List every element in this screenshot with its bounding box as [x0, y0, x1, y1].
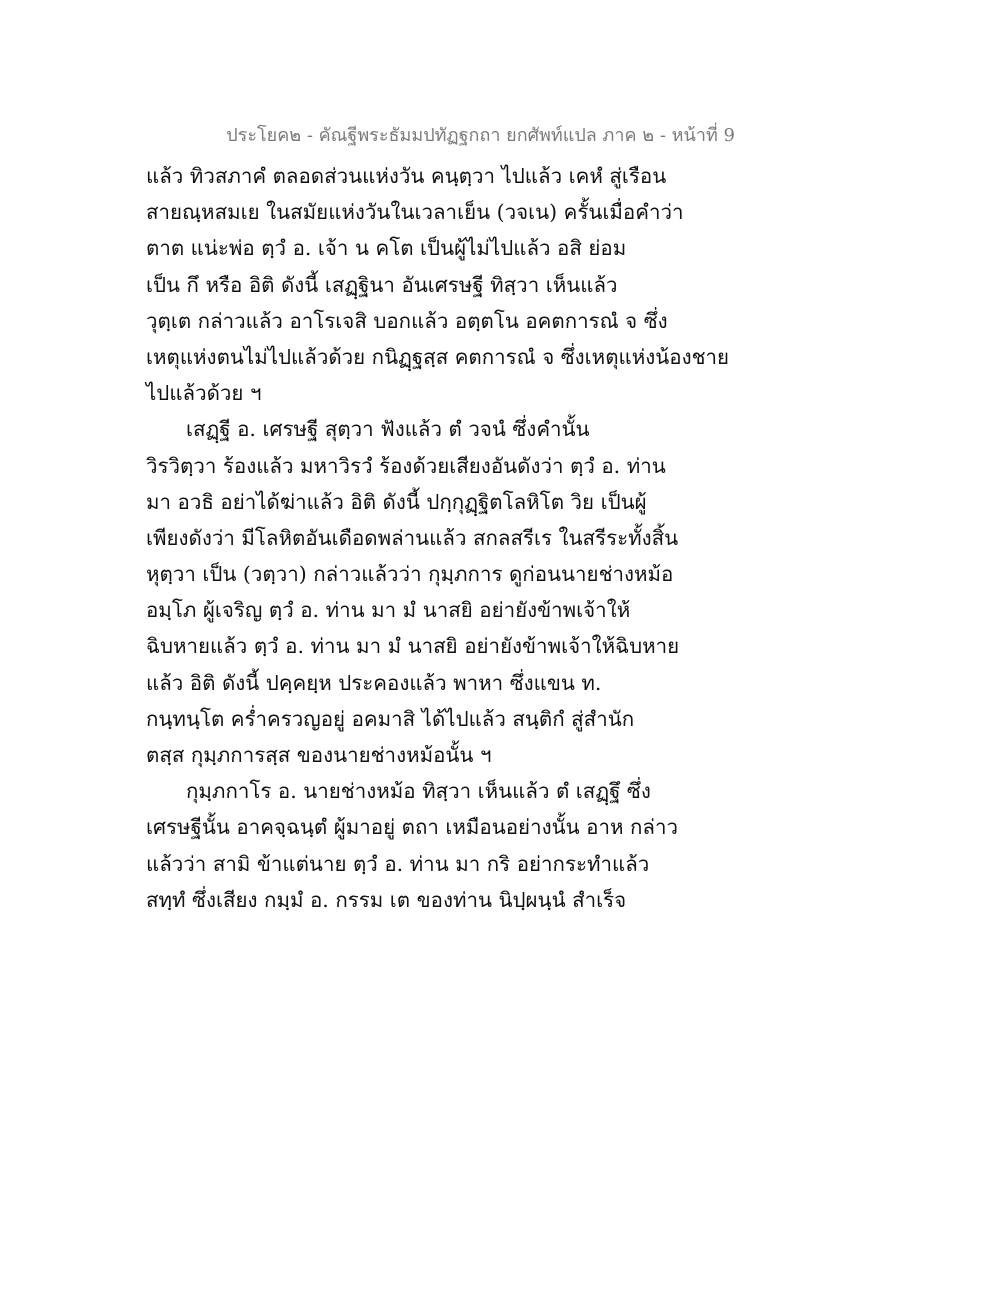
- paragraph-start-line: กุมฺภกาโร อ. นายช่างหม้อ ทิสฺวา เห็นแล้ว ตํ เสฏฺฐึ ซึ่ง: [186, 779, 651, 804]
- page-header: ประโยค๒ - คัณฐีพระธัมมปทัฏฐกถา ยกศัพท์แปล ภาค ๒ - หน้าที่ 9: [226, 125, 735, 146]
- text-line: สายณฺหสมเย ในสมัยแห่งวันในเวลาเย็น (วจเน) ครั้นเมื่อคำว่า: [146, 200, 684, 225]
- text-line: ฉิบหายแล้ว ตฺวํ อ. ท่าน มา มํ นาสยิ อย่ายังข้าพเจ้าให้ฉิบหาย: [146, 634, 680, 659]
- text-line: แล้ว ทิวสภาคํ ตลอดส่วนแห่งวัน คนฺตฺวา ไปแล้ว เคหํ สู่เรือน: [146, 164, 667, 188]
- text-line: แล้วว่า สามิ ข้าแต่นาย ตฺวํ อ. ท่าน มา กริ อย่ากระทำแล้ว: [146, 851, 650, 876]
- text-line: วุตฺเต กล่าวแล้ว อาโรเจสิ บอกแล้ว อตฺตโน อคตการณํ จ ซึ่ง: [146, 308, 668, 333]
- body-text: [146, 158, 866, 918]
- text-line: เป็น กึ หรือ อิติ ดังนี้ เสฏฺฐินา อันเศรษฐี ทิสฺวา เห็นแล้ว: [146, 272, 618, 297]
- text-line: เพียงดังว่า มีโลหิตอันเดือดพล่านแล้ว สกลสรีเร ในสรีระทั้งสิ้น: [146, 525, 679, 550]
- text-line: ไปแล้วด้วย ฯ: [146, 381, 262, 406]
- text-line: แล้ว อิติ ดังนี้ ปคฺคยฺห ประคองแล้ว พาหา ซึ่งแขน ท.: [146, 670, 602, 695]
- text-line: หุตฺวา เป็น (วตฺวา) กล่าวแล้วว่า กุมฺภการ ดูก่อนนายช่างหม้อ: [146, 562, 674, 587]
- text-line: มา อวธิ อย่าได้ฆ่าแล้ว อิติ ดังนี้ ปกฺกุฏฺฐิตโลหิโต วิย เป็นผู้: [146, 489, 647, 514]
- text-line: ตสฺส กุมฺภการสฺส ของนายช่างหม้อนั้น ฯ: [146, 743, 492, 767]
- text-line: สทฺทํ ซึ่งเสียง กมฺมํ อ. กรรม เต ของท่าน นิปฺผนฺนํ สำเร็จ: [146, 887, 627, 912]
- text-line: เศรษฐีนั้น อาคจฺฉนฺตํ ผู้มาอยู่ ตถา เหมือนอย่างนั้น อาห กล่าว: [146, 815, 678, 840]
- text-line: อมฺโภ ผู้เจริญ ตฺวํ อ. ท่าน มา มํ นาสยิ อย่ายังข้าพเจ้าให้: [146, 598, 631, 623]
- paragraph-start-line: เสฏฺฐี อ. เศรษฐี สุตฺวา ฟังแล้ว ตํ วจนํ ซึ่งคำนั้น: [186, 417, 590, 442]
- text-line: ตาต แน่ะพ่อ ตฺวํ อ. เจ้า น คโต เป็นผู้ไม่ไปแล้ว อสิ ย่อม: [146, 236, 627, 261]
- text-line: วิรวิตฺวา ร้องแล้ว มหาวิรวํ ร้องด้วยเสียงอันดังว่า ตฺวํ อ. ท่าน: [146, 453, 666, 478]
- text-line: เหตุแห่งตนไม่ไปแล้วด้วย กนิฏฺฐสฺส คตการณํ จ ซึ่งเหตุแห่งน้องชาย: [146, 344, 730, 369]
- text-line: กนฺทนฺโต คร่ำครวญอยู่ อคมาสิ ได้ไปแล้ว สนฺติกํ สู่สำนัก: [146, 706, 635, 731]
